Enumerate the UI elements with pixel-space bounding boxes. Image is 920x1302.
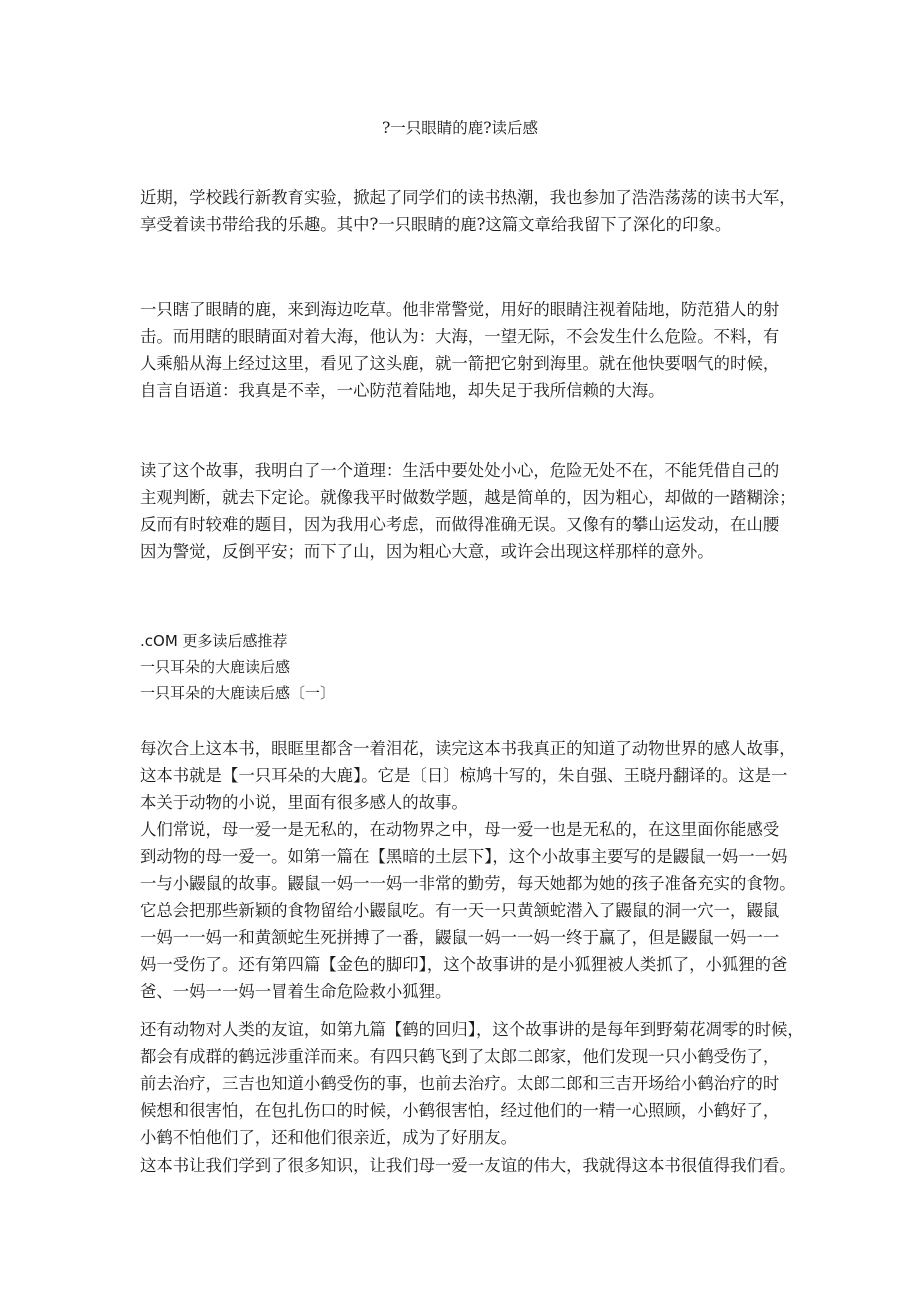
text-line: 近期，学校践行新教育实验，掀起了同学们的读书热潮，我也参加了浩浩荡荡的读书大军， — [140, 188, 796, 207]
text-line: 人乘船从海上经过这里，看见了这头鹿，就一箭把它射到海里。就在他快要咽气的时候， — [140, 354, 780, 373]
document-title: ?一只眼睛的鹿?读后感 — [381, 119, 539, 137]
text-line: 主观判断，就去下定论。就像我平时做数学题，越是简单的，因为粗心，却做的一踏糊涂； — [140, 488, 796, 507]
recommended-links — [140, 628, 820, 706]
text-line: 前去治疗，三吉也知道小鹤受伤的事，也前去治疗。太郎二郎和三吉开场给小鹤治疗的时 — [140, 1074, 780, 1093]
text-line: 这本书让我们学到了很多知识，让我们母一爱一友谊的伟大，我就得这本书很值得我们看。 — [140, 1156, 796, 1175]
story-paragraph — [140, 296, 820, 404]
text-line: 还有动物对人类的友谊，如第九篇【鹤的回归】，这个故事讲的是每年到野菊花凋零的时候， — [140, 1020, 804, 1039]
text-line: 小鹤不怕他们了，还和他们很亲近，成为了好朋友。 — [140, 1128, 517, 1147]
text-line: 人们常说，母一爱一是无私的，在动物界之中，母一爱一也是无私的，在这里面你能感受 — [140, 820, 780, 839]
text-line: 妈一受伤了。还有第四篇【金色的脚印】，这个故事讲的是小狐狸被人类抓了，小狐狸的爸 — [140, 955, 788, 974]
essay-paragraph-1 — [140, 735, 820, 1005]
text-line: 自言自语道：我真是不幸，一心防范着陆地，却失足于我所信赖的大海。 — [140, 381, 665, 400]
text-line: 击。而用瞎的眼睛面对着大海，他认为：大海，一望无际，不会发生什么危险。不料，有 — [140, 327, 780, 346]
text-line: 它总会把那些新颖的食物留给小鼹鼠吃。有一天一只黄颔蛇潜入了鼹鼠的洞一穴一，鼹鼠 — [140, 901, 780, 920]
text-line: 爸、一妈一一妈一冒着生命危险救小狐狸。 — [140, 982, 452, 1001]
essay-paragraph-2 — [140, 1016, 820, 1151]
recommended-link: .cOM 更多读后感推荐 — [140, 632, 288, 650]
text-line: 这本书就是【一只耳朵的大鹿】。它是〔日〕椋鸠十写的，朱自强、王晓丹翻译的。这是一 — [140, 766, 788, 785]
text-line: 一只瞎了眼睛的鹿，来到海边吃草。他非常警觉，用好的眼睛注视着陆地，防范猎人的射 — [140, 300, 780, 319]
text-line: 享受着读书带给我的乐趣。其中?一只眼睛的鹿?这篇文章给我留下了深化的印象。 — [140, 215, 732, 234]
intro-paragraph — [140, 184, 820, 240]
reflection-paragraph — [140, 457, 820, 565]
text-line: 每次合上这本书，眼眶里都含一着泪花，读完这本书我真正的知道了动物世界的感人故事， — [140, 739, 796, 758]
text-line: 候想和很害怕，在包扎伤口的时候，小鹤很害怕，经过他们的一精一心照顾，小鹤好了， — [140, 1101, 780, 1120]
text-line: 因为警觉，反倒平安；而下了山，因为粗心大意，或许会出现这样那样的意外。 — [140, 542, 714, 561]
text-line: 一与小鼹鼠的故事。鼹鼠一妈一一妈一非常的勤劳，每天她都为她的孩子准备充实的食物。 — [140, 874, 796, 893]
recommended-link[interactable]: 一只耳朵的大鹿读后感〔一〕 — [140, 684, 336, 702]
text-line: 反而有时较难的题目，因为我用心考虑，而做得准确无误。又像有的攀山运发动，在山腰 — [140, 515, 780, 534]
text-line: 本关于动物的小说，里面有很多感人的故事。 — [140, 793, 468, 812]
text-line: 一妈一一妈一和黄颔蛇生死拼搏了一番，鼹鼠一妈一一妈一终于赢了，但是鼹鼠一妈一一 — [140, 928, 780, 947]
recommended-link[interactable]: 一只耳朵的大鹿读后感 — [140, 658, 291, 676]
essay-paragraph-3 — [140, 1152, 820, 1179]
text-line: 读了这个故事，我明白了一个道理：生活中要处处小心，危险无处不在，不能凭借自己的 — [140, 461, 780, 480]
text-line: 到动物的母一爱一。如第一篇在【黑暗的土层下】，这个小故事主要写的是鼹鼠一妈一一妈 — [140, 847, 788, 866]
text-line: 都会有成群的鹤远涉重洋而来。有四只鹤飞到了太郎二郎家，他们发现一只小鹤受伤了， — [140, 1047, 780, 1066]
